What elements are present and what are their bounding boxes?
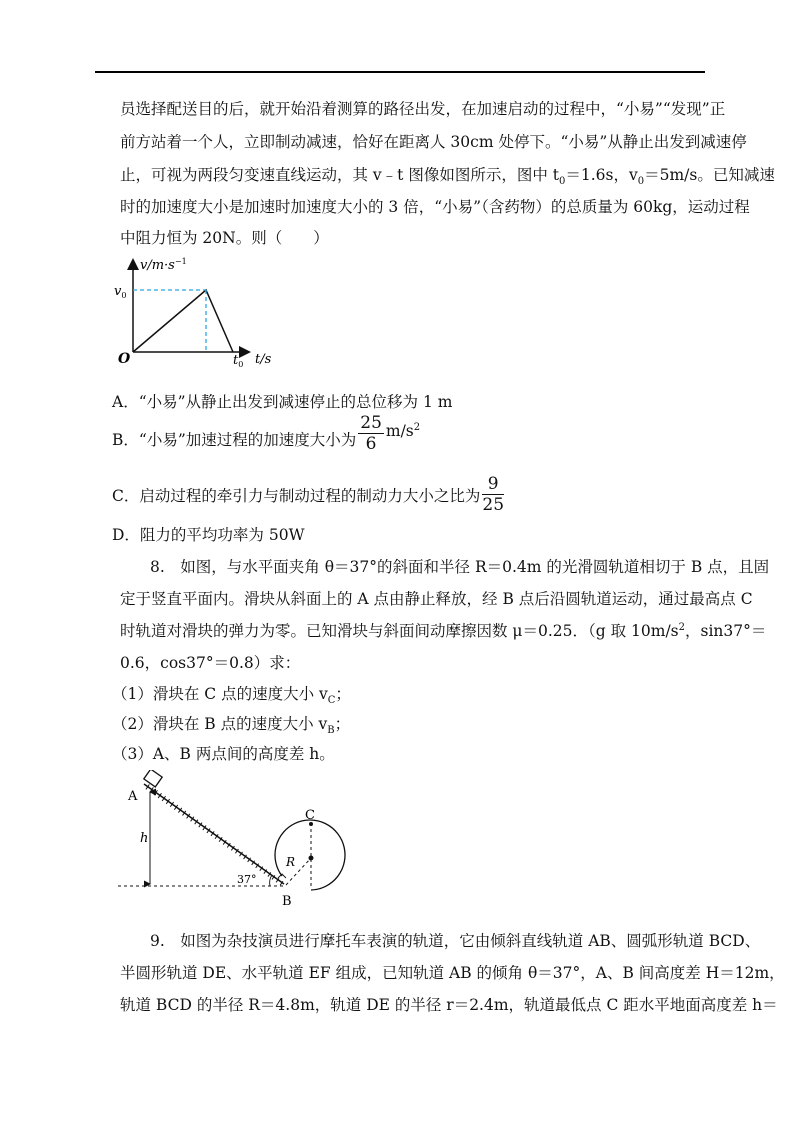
t0-label: $t_0$ [233, 353, 244, 369]
q9-text-line-2: 半圆形轨道 DE、水平轨道 EF 组成，已知轨道 AB 的倾角 θ＝37°，A、B 间高度差 H＝12m， [120, 964, 785, 982]
circle-center [309, 856, 314, 861]
q7-text-line-3: 止，可视为两段匀变速直线运动，其 v﹣t 图像如图所示，图中 $t_0=1.6s$，$v_0=5m/s$。已知减速 [120, 166, 775, 188]
origin-label: O [118, 351, 131, 367]
vt-graph [108, 255, 298, 375]
incline-hatching [144, 782, 284, 888]
q7-text-line-4: 时的加速度大小是加速时加速度大小的 3 倍，“小易”（含药物）的总质量为 60kg，运动过程 [120, 198, 750, 216]
q8-text-line-1: 8. 如图，与水平面夹角 θ＝37°的斜面和半径 R＝0.4m 的光滑圆轨道相切于 B 点，且固 [150, 558, 770, 576]
label-b: B [282, 894, 292, 909]
q8-subquestion-2: （2）滑块在 B 点的速度大小 $v_B$； [112, 715, 351, 737]
q9-text-line-1: 9. 如图为杂技演员进行摩托车表演的轨道，它由倾斜直线轨道 AB、圆弧形轨道 BCD、 [150, 932, 761, 950]
label-c: C [305, 808, 315, 823]
xlabel: t/s [255, 352, 272, 367]
incline-loop-figure [110, 770, 370, 915]
v0-label: $v_0$ [114, 284, 127, 300]
option-b: B．“小易”加速过程的加速度大小为 $\frac{25}{6}$ $m/s^2$ [112, 413, 421, 454]
q8-text-line-4: 0.6，cos37°＝0.8）求： [120, 654, 301, 672]
option-a: A．“小易”从静止出发到减速停止的总位移为 1 m [112, 393, 453, 411]
label-angle: 37° [237, 873, 257, 886]
q8-subquestion-3: （3）A、B 两点间的高度差 h。 [112, 745, 335, 763]
label-r: R [286, 855, 296, 869]
q8-text-line-2: 定于竖直平面内。滑块从斜面上的 A 点由静止释放，经 B 点后沿圆轨道运动，通过最高点 C [120, 590, 753, 608]
q9-text-line-3: 轨道 BCD 的半径 R＝4.8m，轨道 DE 的半径 r＝2.4m，轨道最低点 C 距水平地面高度差 h＝ [120, 996, 778, 1014]
option-d: D．阻力的平均功率为 50W [112, 526, 305, 544]
label-h: h [140, 831, 149, 846]
incline-surface [144, 784, 284, 884]
ylabel: $v/m\cdot s^{-1}$ [140, 257, 187, 273]
vt-line [133, 290, 233, 352]
label-a: A [128, 789, 138, 804]
header-rule [95, 71, 705, 73]
q7-text-line-5: 中阻力恒为 20N。则（ ） [120, 229, 329, 247]
q7-text-line-1: 员选择配送目的后，就开始沿着测算的路径出发，在加速启动的过程中，“小易”“发现”正 [120, 100, 726, 118]
option-c: C．启动过程的牵引力与制动过程的制动力大小之比为 $\frac{9}{25}$ [112, 474, 505, 515]
q8-text-line-3: 时轨道对滑块的弹力为零。已知滑块与斜面间动摩擦因数 μ＝0.25．（g 取 $10m/s^2$，sin37°＝ [120, 621, 767, 640]
q7-text-line-2: 前方站着一个人，立即制动减速，恰好在距离人 30cm 处停下。“小易”从静止出发到减速停 [120, 133, 747, 151]
q8-subquestion-1: （1）滑块在 C 点的速度大小 $v_C$； [112, 685, 351, 707]
